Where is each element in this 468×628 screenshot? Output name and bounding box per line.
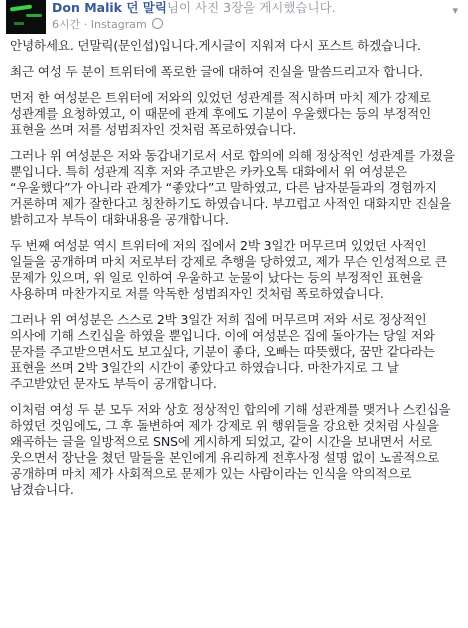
post-title-line [52, 0, 336, 16]
author-name-link[interactable]: Don Malik 던 말릭 [52, 0, 167, 15]
post-paragraph: 먼저 한 여성분은 트위터에 저와의 있었던 성관계를 적시하며 마치 제가 강제로 성관계를 요청하였고, 이 때문에 관계 후에도 기분이 우울했다는 등의 부정적인 표현을 쓰며 저를 성범죄자인 것처럼 폭로하였습니다. [10, 90, 431, 137]
avatar[interactable] [6, 0, 46, 34]
meta-separator: · [83, 18, 88, 31]
avatar-graphic [10, 4, 32, 11]
post-paragraph: 두 번째 여성분 역시 트위터에 저의 집에서 2박 3일간 머무르며 있었던 사적인 일들을 공개하며 마치 저로부터 강제로 추행을 당하였고, 제가 무슨 인성적으로 큰 문제가 있으며, 위 일로 인하여 우울하고 눈물이 났다는 등의 부정적인 표현을 사용하며 마찬가지로 저를 악독한 성범죄자인 것처럼 폭로하였습니다. [10, 238, 447, 301]
post-header [0, 0, 468, 36]
post-meta [52, 18, 163, 32]
post-paragraph: 그러나 위 여성분은 저와 동갑내기로서 서로 합의에 의해 정상적인 성관계를 가졌을 뿐입니다. 특히 성관계 직후 저와 주고받은 카카오톡 대화에서 위 여성분은 “우울했다”가 아니라 관계가 “좋았다”고 말하였고, 다른 남자분들과의 경험까지 거론하며 제가 잘한다고 칭찬하기도 하였습니다. 부끄럽고 사적인 대화지만 진실을 밝히고자 부득이 대화내용을 공개합니다. [10, 148, 455, 227]
post-paragraph: 최근 여성 두 분이 트위터에 폭로한 글에 대하여 진실을 말씀드리고자 합니다. [10, 64, 423, 79]
post-action-text: 님이 사진 3장을 게시했습니다. [166, 0, 336, 15]
chevron-down-icon[interactable]: ▾ [452, 4, 458, 17]
post-timestamp[interactable]: 6시간 [52, 18, 81, 31]
avatar-graphic [26, 14, 42, 17]
post-body [10, 38, 462, 508]
post-paragraph: 이처럼 여성 두 분 모두 저와 상호 정상적인 합의에 기해 성관계를 맺거나 스킨십을 하였던 것임에도, 그 후 돌변하여 제가 강제로 위 행위들을 강요한 것처럼 사실을 왜곡하는 글을 일방적으로 SNS에 게시하게 되었고, 같이 시간을 보내면서 서로 웃으면서 장난을 쳤던 말들을 본인에게 유리하게 전후사정 설명 없이 노골적으로 공개하며 마치 제가 사회적으로 문제가 있는 사람이라는 인식을 악의적으로 남겼습니다. [10, 402, 451, 497]
post-source[interactable]: Instagram [90, 18, 147, 31]
globe-icon [152, 18, 163, 29]
post-paragraph: 안녕하세요. 던말릭(문인섭)입니다.게시글이 지워져 다시 포스트 하겠습니다. [10, 38, 421, 53]
avatar-graphic [14, 22, 24, 25]
post-paragraph: 그러나 위 여성분은 스스로 2박 3일간 저희 집에 머무르며 저와 서로 정상적인 의사에 기해 스킨십을 하였을 뿐입니다. 이에 여성분은 집에 돌아가는 당일 저와 문자를 주고받으면서도 보고싶다, 기분이 좋다, 오빠는 따뜻했다, 꿈만 같다라는 표현을 쓰며 2박 3일간의 시간이 좋았다고 하였습니다. 마찬가지로 그 날 주고받았던 문자도 부득이 공개합니다. [10, 312, 435, 391]
